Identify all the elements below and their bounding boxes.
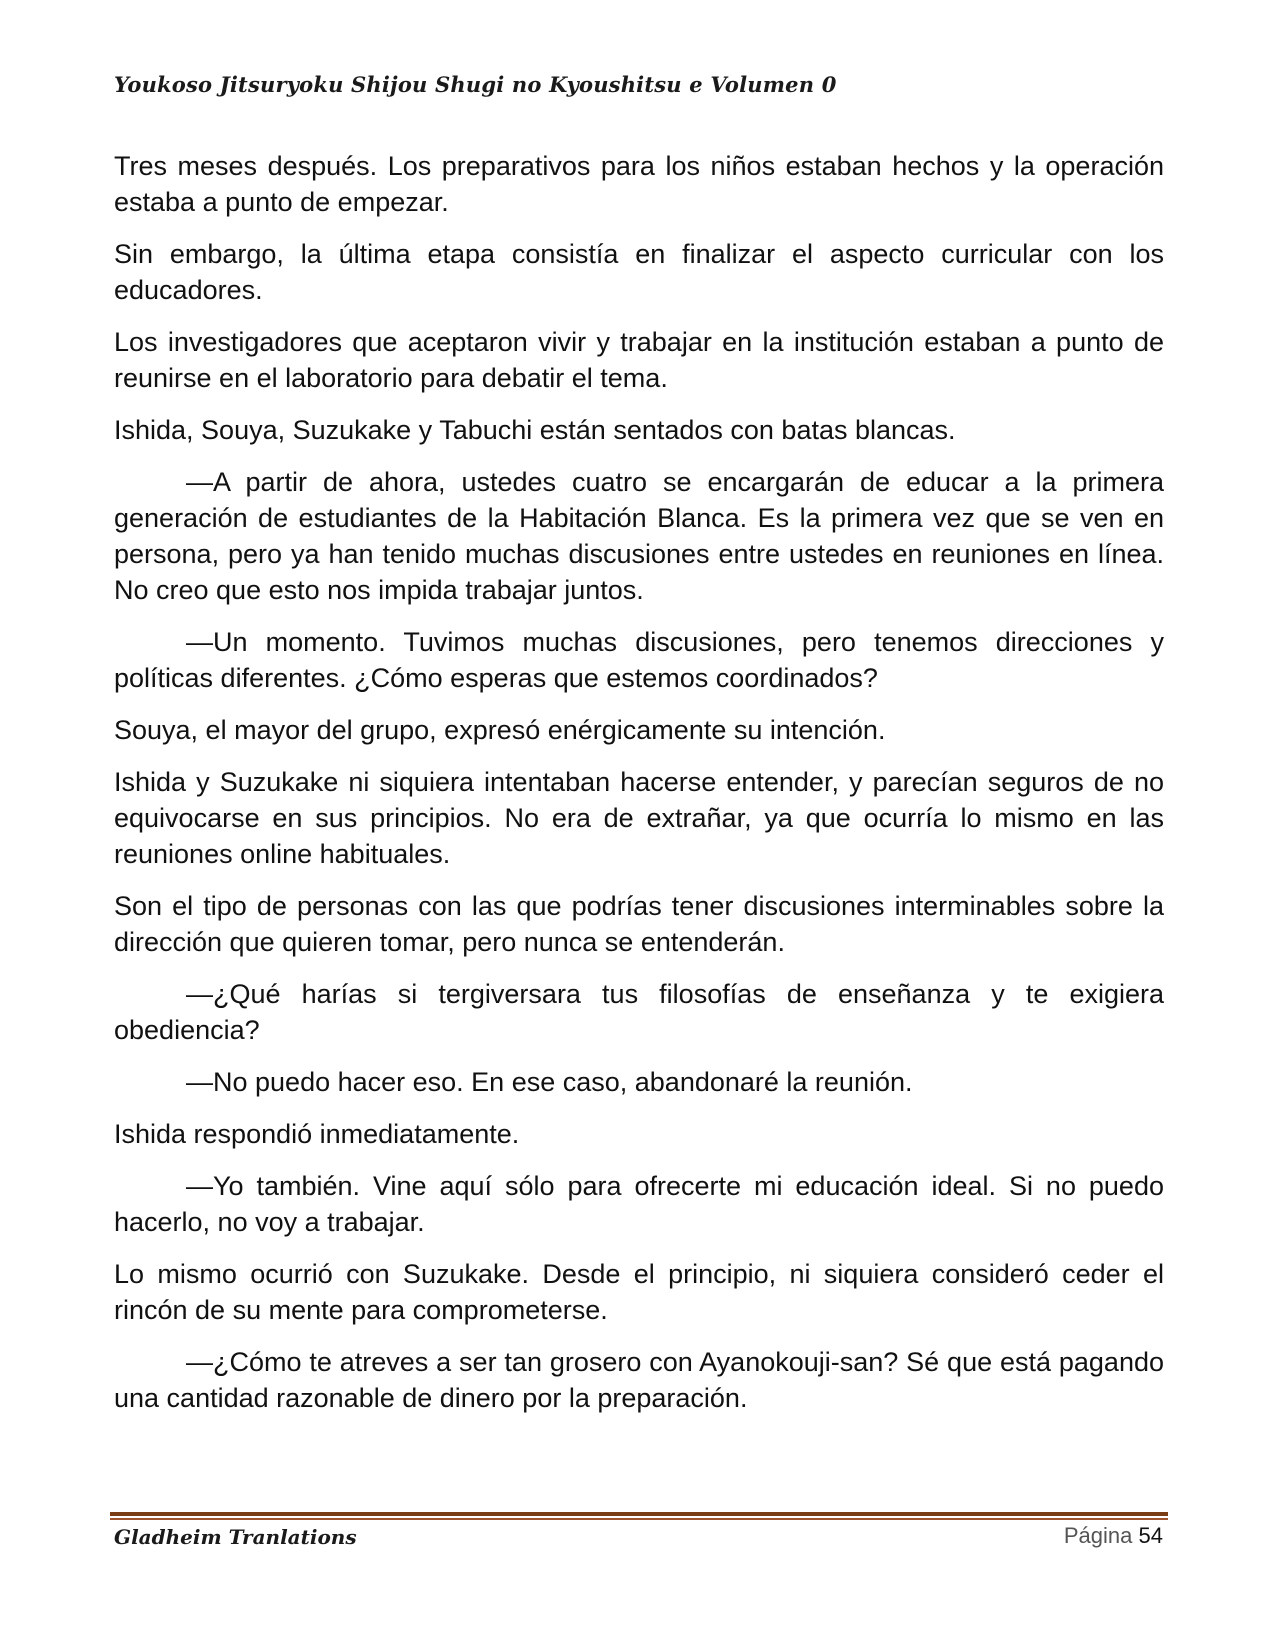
footer-divider	[110, 1512, 1168, 1520]
dialogue-paragraph: —Un momento. Tuvimos muchas discusiones, pero tenemos direcciones y políticas diferentes. ¿Cómo esperas que estemos coordinados?	[114, 627, 1164, 693]
dialogue-paragraph: —¿Cómo te atreves a ser tan grosero con Ayanokouji-san? Sé que está pagando una cantidad razonable de dinero por la preparación.	[114, 1347, 1164, 1413]
paragraph: Sin embargo, la última etapa consistía en finalizar el aspecto curricular con los educadores.	[114, 239, 1164, 305]
paragraph: Son el tipo de personas con las que podrías tener discusiones interminables sobre la dirección que quieren tomar, pero nunca se entenderán.	[114, 891, 1164, 957]
paragraph: Souya, el mayor del grupo, expresó enérgicamente su intención.	[114, 715, 886, 745]
body-text	[114, 148, 1164, 1432]
dialogue-paragraph: —No puedo hacer eso. En ese caso, abandonaré la reunión.	[186, 1067, 913, 1097]
page-label: Página	[1063, 1523, 1133, 1548]
running-header: Youkoso Jitsuryoku Shijou Shugi no Kyoushitsu e Volumen 0	[114, 72, 837, 97]
paragraph: Tres meses después. Los preparativos para los niños estaban hechos y la operación estaba a punto de empezar.	[114, 151, 1164, 217]
paragraph: Ishida, Souya, Suzukake y Tabuchi están sentados con batas blancas.	[114, 415, 956, 445]
dialogue-paragraph: —A partir de ahora, ustedes cuatro se encargarán de educar a la primera generación de estudiantes de la Habitación Blanca. Es la primera vez que se ven en persona, pero ya han tenido muchas discusiones entre ustedes en reuniones en línea. No creo que esto nos impida trabajar juntos.	[114, 467, 1164, 605]
dialogue-paragraph: —¿Qué harías si tergiversara tus filosofías de enseñanza y te exigiera obediencia?	[114, 979, 1164, 1045]
footer-divider-thin	[110, 1518, 1168, 1520]
page-number-value: 54	[1138, 1523, 1163, 1548]
footer-credit: Gladheim Tranlations	[114, 1525, 357, 1549]
paragraph: Los investigadores que aceptaron vivir y trabajar en la institución estaban a punto de reunirse en el laboratorio para debatir el tema.	[114, 327, 1164, 393]
paragraph: Ishida respondió inmediatamente.	[114, 1119, 520, 1149]
paragraph: Lo mismo ocurrió con Suzukake. Desde el principio, ni siquiera consideró ceder el rincón de su mente para comprometerse.	[114, 1259, 1164, 1325]
footer-divider-thick	[110, 1512, 1168, 1516]
paragraph: Ishida y Suzukake ni siquiera intentaban hacerse entender, y parecían seguros de no equivocarse en sus principios. No era de extrañar, ya que ocurría lo mismo en las reuniones online habituales.	[114, 767, 1164, 869]
page-number	[1064, 1523, 1163, 1549]
dialogue-paragraph: —Yo también. Vine aquí sólo para ofrecerte mi educación ideal. Si no puedo hacerlo, no voy a trabajar.	[114, 1171, 1164, 1237]
